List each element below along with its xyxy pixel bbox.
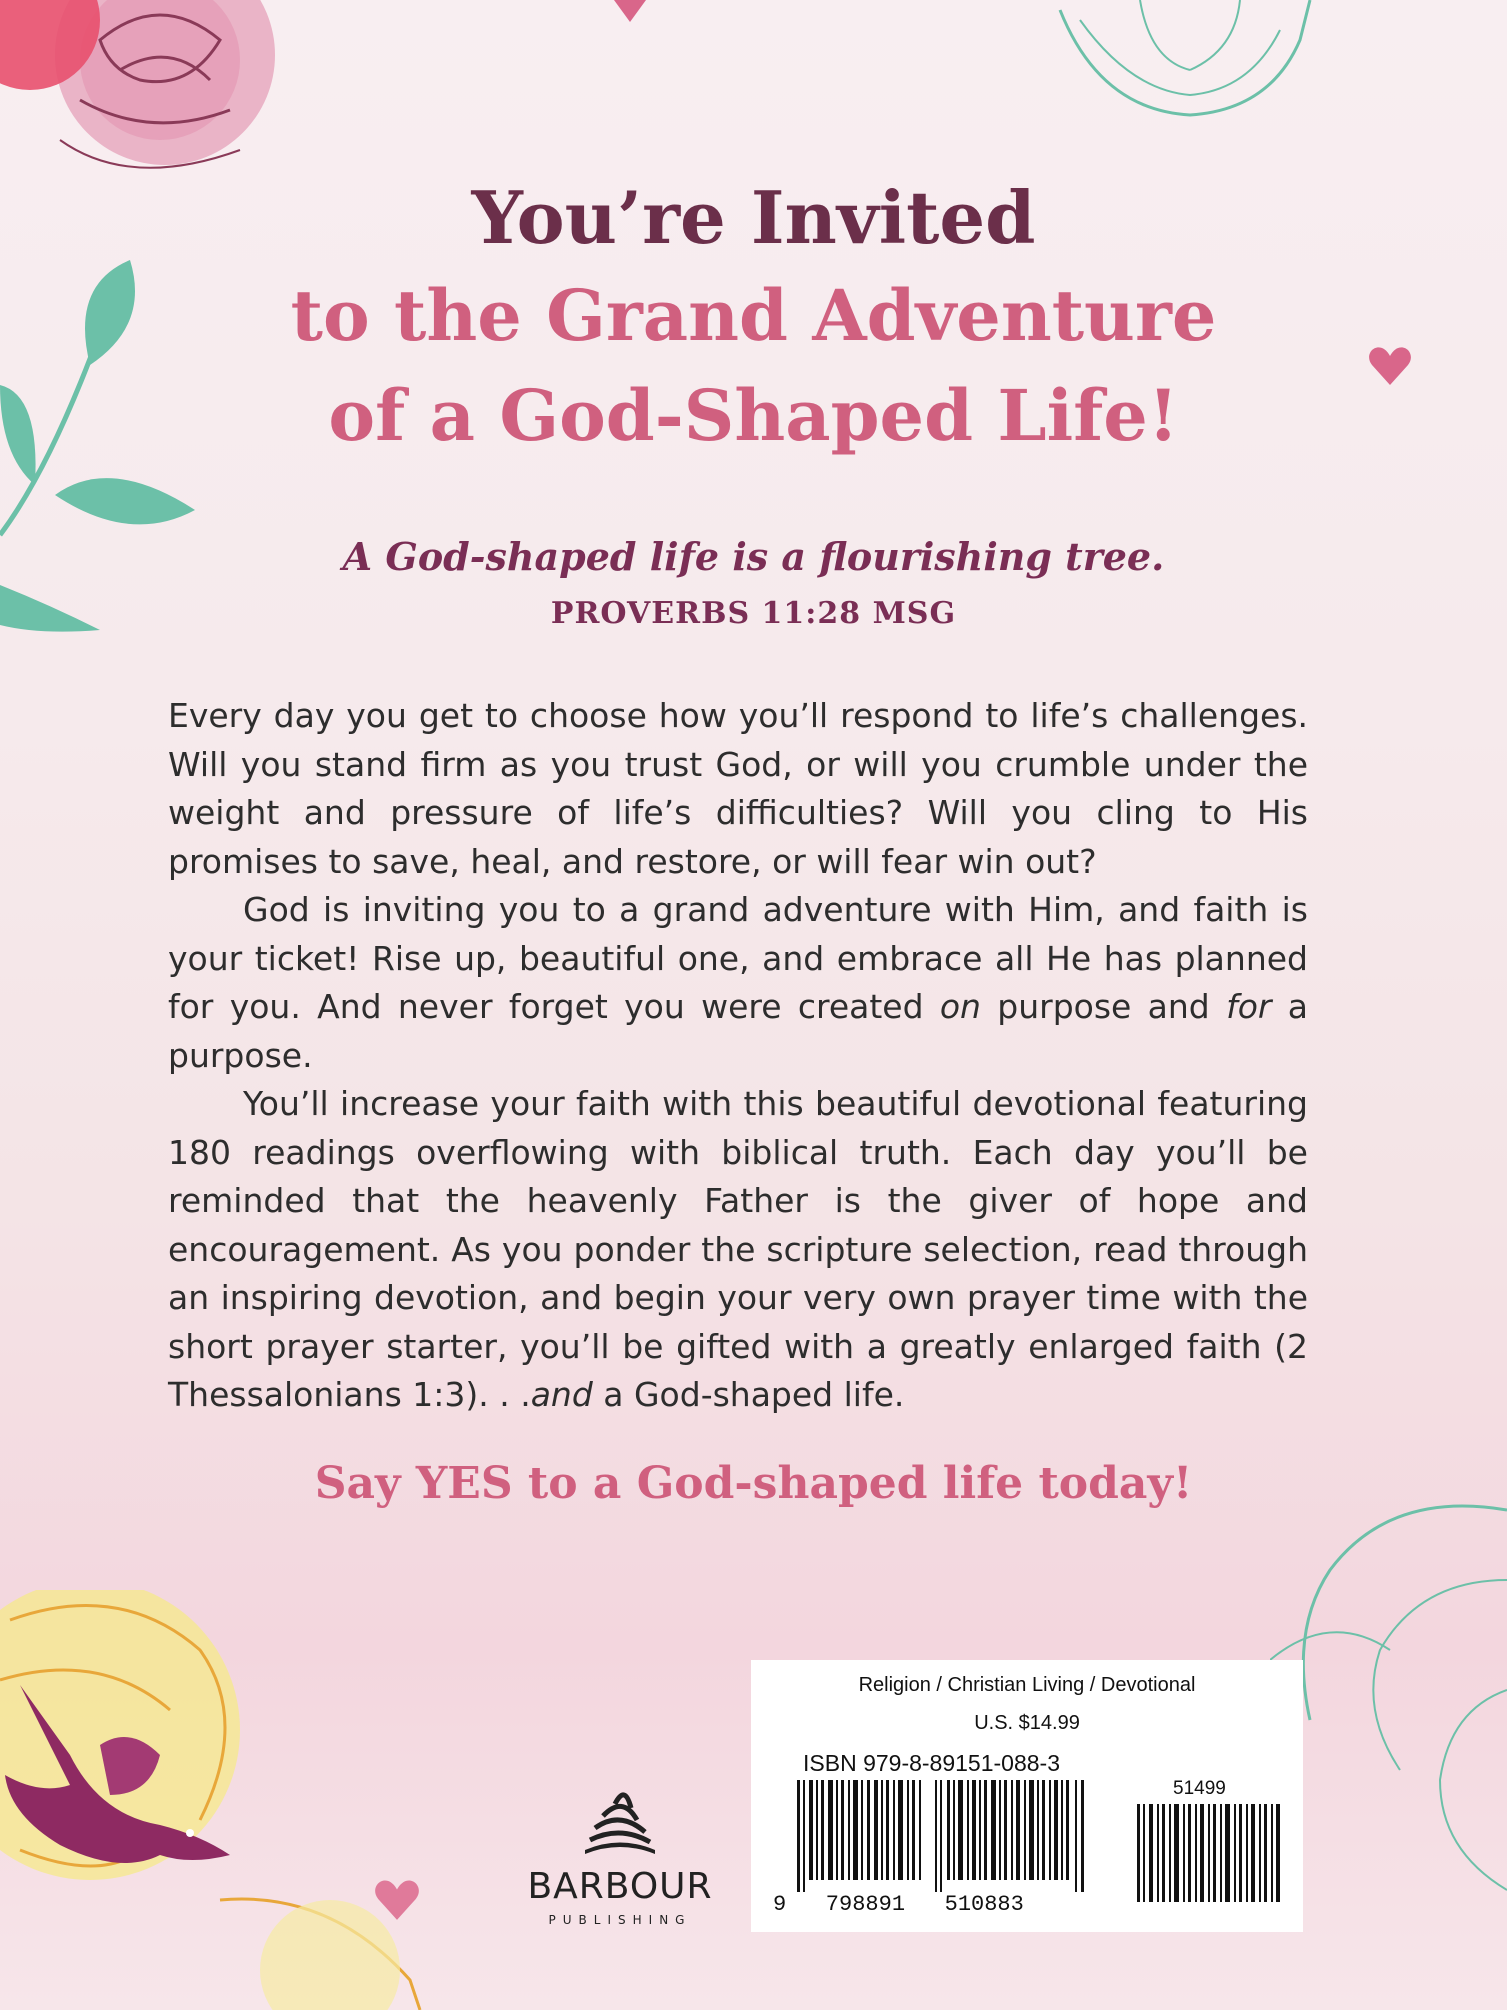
publisher-logo — [500, 1780, 740, 1927]
isbn-text: ISBN 979-8-89151-088-3 — [803, 1750, 1060, 1776]
cover-title — [0, 170, 1507, 466]
description-paragraph-1: Every day you get to choose how you’ll respond to life’s challenges. Will you stand firm as you trust God, or will you crumble under the weight and pressure of life’s difficulties? Will you cling to His promises to save, heal, and restore, or will fear win out? — [168, 696, 1308, 881]
verse-reference: PROVERBS 11:28 MSG — [550, 596, 957, 631]
title-line-1: You’re Invited — [471, 175, 1036, 260]
call-to-action: Say YES to a God-shaped life today! — [314, 1458, 1193, 1509]
book-logo-icon — [575, 1780, 665, 1860]
book-description — [168, 692, 1308, 1420]
outline-flower-illustration — [1040, 0, 1340, 130]
book-category: Religion / Christian Living / Devotional — [858, 1674, 1196, 1696]
title-line-3: of a God-Shaped Life! — [328, 374, 1179, 457]
description-paragraph-2: God is inviting you to a grand adventure with Him, and faith is your ticket! Rise up, beautiful one, and embrace all He has planned for you. And never forget you were created on purpose and for a purpose. — [168, 890, 1308, 1075]
heart-icon — [612, 0, 648, 24]
bird-illustration — [0, 1665, 240, 1895]
barcode-graphic — [797, 1780, 1087, 1892]
barcode-label — [751, 1660, 1303, 1932]
scripture-quote — [0, 528, 1507, 631]
pink-peony-illustration — [0, 0, 300, 190]
publisher-name: BARBOUR — [527, 1866, 713, 1907]
verse-text: A God-shaped life is a flourishing tree. — [342, 534, 1165, 579]
price-addon-code: 51499 — [1173, 1778, 1226, 1799]
heart-icon — [374, 1878, 420, 1922]
description-paragraph-3: You’ll increase your faith with this beautiful devotional featuring 180 readings overflowing with biblical truth. Each day you’ll be reminded that the heavenly Father is the giver of hope and encouragement. As you ponder the scripture selection, read through an inspiring devotion, and begin your very own prayer time with the short prayer starter, you’ll be gifted with a greatly enlarged faith (2 Thessalonians 1:3). . .and a God-shaped life. — [168, 1084, 1308, 1414]
barcode-digits: 9 798891 510883 — [773, 1892, 1024, 1917]
outline-flower-right-illustration — [1270, 1490, 1507, 1930]
publisher-subtitle: PUBLISHING — [548, 1913, 692, 1927]
addon-barcode-graphic — [1137, 1804, 1287, 1902]
book-price: U.S. $14.99 — [974, 1712, 1080, 1734]
title-line-2: to the Grand Adventure — [290, 274, 1217, 357]
